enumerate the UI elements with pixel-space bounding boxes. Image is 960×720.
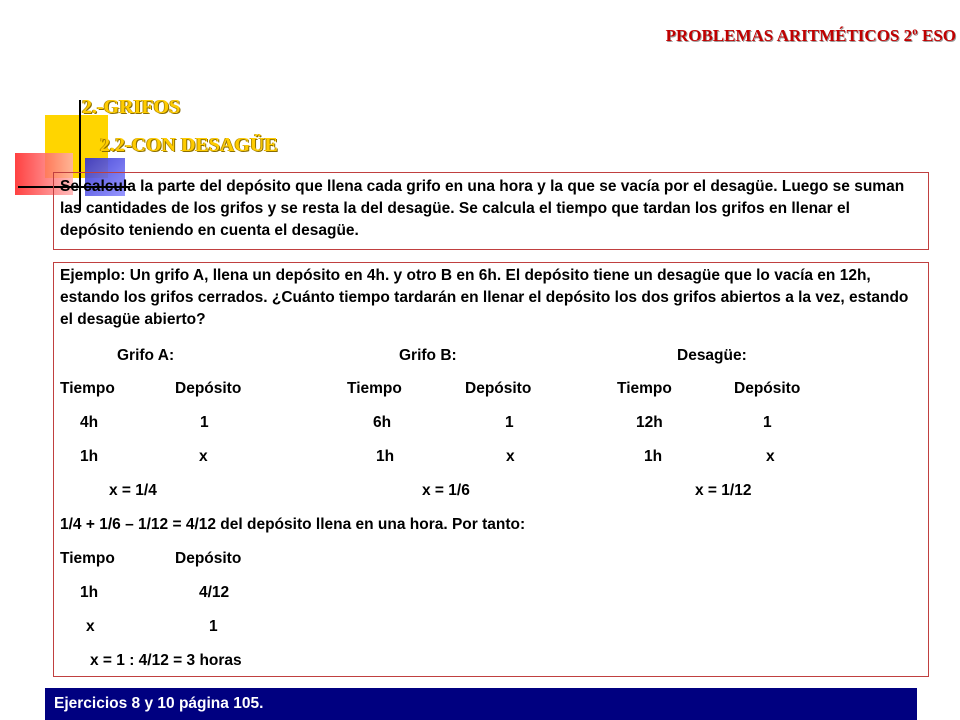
final-r1-dep: 4/12 [199, 584, 230, 601]
final-col-time: Tiempo [60, 550, 115, 567]
grifo-a-r2-time: 1h [80, 448, 99, 465]
desague-r1-dep: 1 [763, 414, 772, 431]
final-r2-time: x [86, 618, 95, 635]
grifo-b-col-dep: Depósito [465, 380, 532, 397]
example-box [53, 262, 929, 677]
grifo-b-r1-time: 6h [373, 414, 392, 431]
final-result: x = 1 : 4/12 = 3 horas [90, 652, 242, 669]
grifo-b-r1-dep: 1 [505, 414, 514, 431]
grifo-b-label: Grifo B: [399, 347, 457, 364]
sum-line: 1/4 + 1/6 – 1/12 = 4/12 del depósito llena en una hora. Por tanto: [60, 516, 526, 533]
final-col-dep: Depósito [175, 550, 242, 567]
page-header: PROBLEMAS ARITMÉTICOS 2º ESO [665, 26, 956, 45]
desague-result: x = 1/12 [695, 482, 752, 499]
grifo-a-result: x = 1/4 [109, 482, 157, 499]
grifo-b-result: x = 1/6 [422, 482, 470, 499]
section-subtitle: 2.2-CON DESAGÜE [100, 134, 278, 156]
grifo-b-r2-time: 1h [376, 448, 395, 465]
grifo-a-label: Grifo A: [117, 347, 175, 364]
grifo-a-r1-time: 4h [80, 414, 99, 431]
final-r1-time: 1h [80, 584, 99, 601]
desague-label: Desagüe: [677, 347, 747, 364]
desague-r2-time: 1h [644, 448, 663, 465]
desague-r2-dep: x [766, 448, 775, 465]
explanation-box [53, 172, 929, 250]
explanation-text: Se calcula la parte del depósito que llena cada grifo en una hora y la que se vacía por el desagüe. Luego se suman las cantidades de los grifos y se resta la del desagüe. Se calcula el tiempo que tardan los grifos en llenar el depósito teniendo en cuenta el desagüe. [60, 178, 905, 239]
grifo-a-col-time: Tiempo [60, 380, 115, 397]
grifo-a-r1-dep: 1 [200, 414, 209, 431]
grifo-b-col-time: Tiempo [347, 380, 402, 397]
desague-r1-time: 12h [636, 414, 663, 431]
grifo-a-col-dep: Depósito [175, 380, 242, 397]
desague-col-dep: Depósito [734, 380, 801, 397]
example-statement: Ejemplo: Un grifo A, llena un depósito en 4h. y otro B en 6h. El depósito tiene un desagüe que lo vacía en 12h, estando los grifos cerrados. ¿Cuánto tiempo tardarán en llenar el depósito los dos grifos abiertos a la vez, estando el desagüe abierto? [60, 267, 909, 328]
footer-text: Ejercicios 8 y 10 página 105. [54, 695, 264, 712]
section-title: 2.-GRIFOS [82, 96, 181, 118]
grifo-b-r2-dep: x [506, 448, 515, 465]
desague-col-time: Tiempo [617, 380, 672, 397]
footer-bar [45, 688, 917, 720]
grifo-a-r2-dep: x [199, 448, 208, 465]
final-r2-dep: 1 [209, 618, 218, 635]
